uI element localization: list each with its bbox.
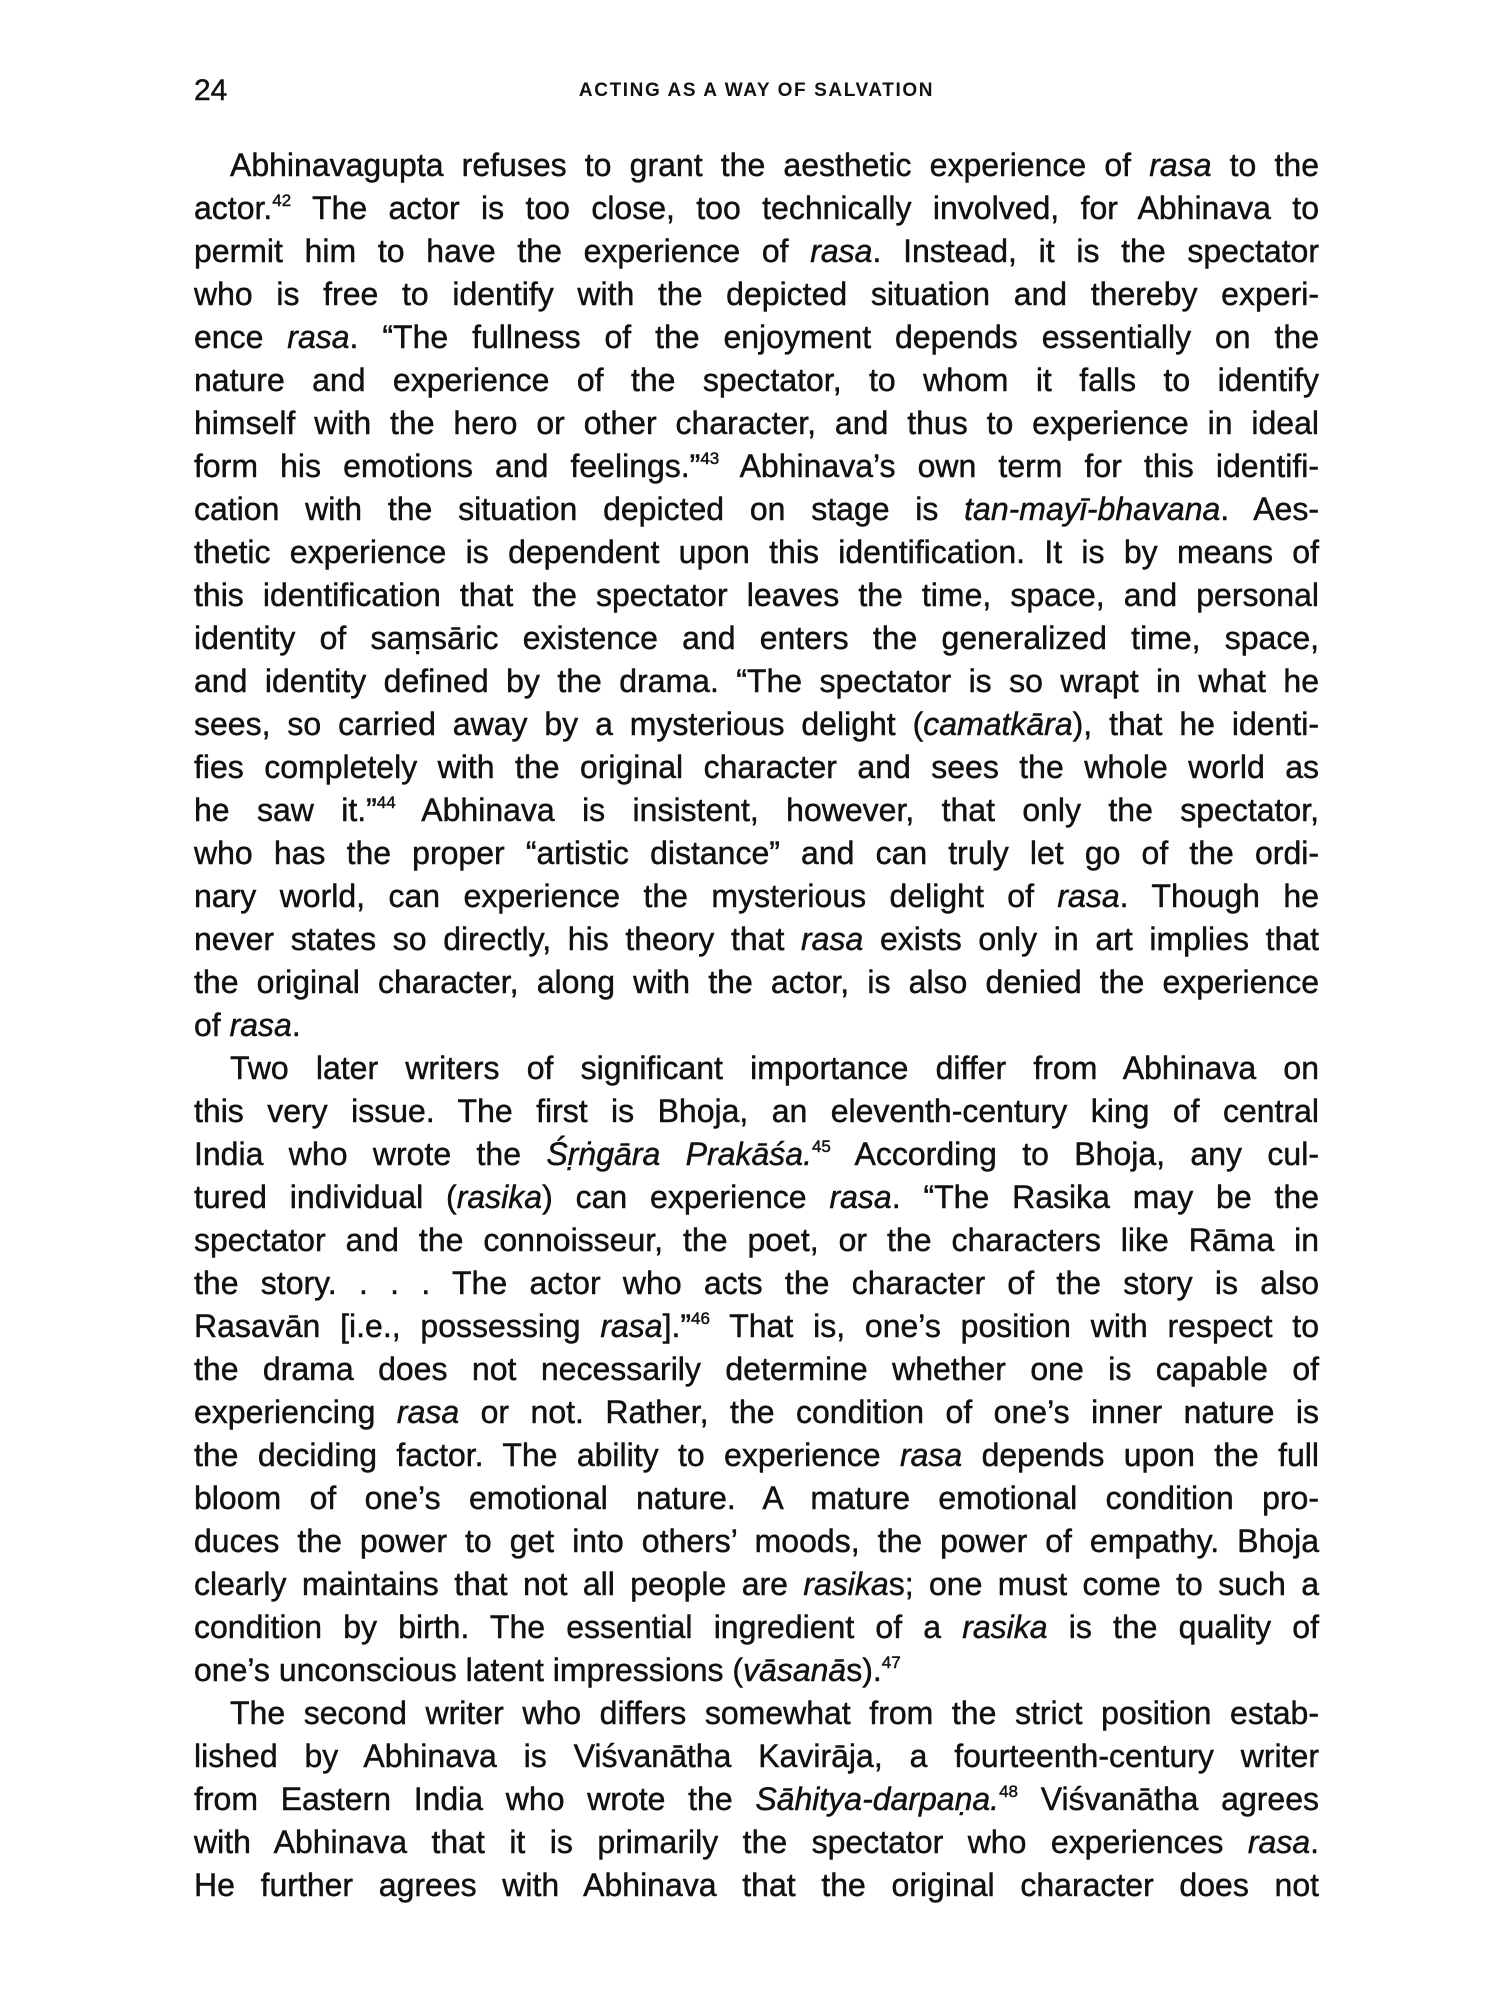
text-run: According to Bhoja, any cul- — [830, 1136, 1319, 1172]
italic-term: rasika — [456, 1179, 543, 1215]
text-run: who has the proper “artistic distance” and can truly let go of the ordi- — [194, 835, 1319, 871]
italic-term: rasika — [962, 1609, 1048, 1645]
text-run: experiencing — [194, 1394, 397, 1430]
footnote-ref: 48 — [999, 1782, 1018, 1801]
footnote-ref: 43 — [700, 449, 720, 468]
text-run: nature and experience of the spectator, to whom it falls to identify — [194, 362, 1319, 398]
text-run: lished by Abhinava is Viśvanātha Kavirāja, a fourteenth-century writer — [194, 1738, 1319, 1774]
text-line — [194, 1778, 1319, 1821]
text-line — [194, 660, 1319, 703]
text-line — [194, 1090, 1319, 1133]
text-run: ), that he identi- — [1072, 706, 1319, 742]
text-line — [194, 445, 1319, 488]
text-line — [194, 1520, 1319, 1563]
text-run: the original character, along with the actor, is also denied the experience — [194, 964, 1319, 1000]
text-run: with Abhinava that it is primarily the spectator who experiences — [194, 1824, 1248, 1860]
text-line — [194, 1563, 1319, 1606]
text-run: the drama does not necessarily determine whether one is capable of — [194, 1351, 1319, 1387]
text-line — [194, 703, 1319, 746]
text-run: spectator and the connoisseur, the poet, or the characters like Rāma in — [194, 1222, 1319, 1258]
text-line — [194, 617, 1319, 660]
text-line — [194, 1649, 1319, 1692]
footnote-ref: 46 — [691, 1309, 710, 1328]
text-line — [194, 746, 1319, 789]
text-run: Viśvanātha agrees — [1017, 1781, 1319, 1817]
footnote-ref: 47 — [881, 1653, 901, 1672]
text-run: Abhinava’s own term for this identifi- — [719, 448, 1319, 484]
text-run: The second writer who differs somewhat from the strict position estab- — [230, 1695, 1319, 1731]
text-line — [194, 918, 1319, 961]
text-run: permit him to have the experience of — [194, 233, 811, 269]
text-run: . Instead, it is the spectator — [872, 233, 1319, 269]
text-run: himself with the hero or other character, and thus to experience in ideal — [194, 405, 1319, 441]
text-run: thetic experience is dependent upon this identification. It is by means of — [194, 534, 1319, 570]
text-line — [194, 488, 1319, 531]
text-run: and identity defined by the drama. “The spectator is so wrapt in what he — [194, 663, 1319, 699]
text-run: clearly maintains that not all people are — [194, 1566, 804, 1602]
italic-term: rasa — [287, 319, 350, 355]
text-line — [194, 1305, 1319, 1348]
text-line — [194, 1864, 1319, 1907]
text-run: sees, so carried away by a mysterious delight ( — [194, 706, 924, 742]
italic-term: Sāhitya-darpaṇa. — [755, 1781, 1000, 1817]
text-run: Rasavān [i.e., possessing — [194, 1308, 601, 1344]
text-run: fies completely with the original character and sees the whole world as — [194, 749, 1319, 785]
text-line — [194, 1692, 1319, 1735]
text-line — [194, 1348, 1319, 1391]
text-line — [194, 1262, 1319, 1305]
text-run: this identification that the spectator leaves the time, space, and personal — [194, 577, 1319, 613]
text-line — [194, 574, 1319, 617]
text-run: The actor is too close, too technically involved, for Abhinava to — [291, 190, 1319, 226]
text-run: the deciding factor. The ability to experience — [194, 1437, 900, 1473]
text-run: duces the power to get into others’ moods, the power of empathy. Bhoja — [194, 1523, 1319, 1559]
text-run: . “The fullness of the enjoyment depends essentially on the — [349, 319, 1320, 355]
text-run: identity of saṃsāric existence and enters the generalized time, space, — [194, 620, 1319, 656]
text-run: . Aes- — [1220, 491, 1319, 527]
text-run: . — [1310, 1824, 1319, 1860]
text-run: form his emotions and feelings.” — [194, 448, 701, 484]
italic-term: rasa — [899, 1437, 963, 1473]
text-run: tured individual ( — [194, 1179, 457, 1215]
text-line — [194, 1047, 1319, 1090]
text-run: the story. . . . The actor who acts the character of the story is also — [194, 1265, 1319, 1301]
text-run: nary world, can experience the mysterious delight of — [194, 878, 1058, 914]
italic-term: rasika — [803, 1566, 889, 1602]
italic-term: rasa — [810, 233, 873, 269]
text-run: never states so directly, his theory that — [194, 921, 802, 957]
text-run: ].” — [662, 1308, 692, 1344]
text-run: . Though he — [1119, 878, 1319, 914]
text-line — [194, 273, 1319, 316]
text-line — [194, 875, 1319, 918]
text-run: ) can experience — [542, 1179, 830, 1215]
text-line — [194, 1735, 1319, 1778]
page-number: 24 — [194, 74, 228, 107]
italic-term: rasa — [801, 921, 864, 957]
italic-term: tan-mayī-bhavana — [964, 491, 1221, 527]
text-run: Two later writers of significant importance differ from Abhinava on — [230, 1050, 1319, 1086]
text-run: Abhinava is insistent, however, that only the spectator, — [395, 792, 1319, 828]
text-line — [194, 961, 1319, 1004]
text-line — [194, 144, 1319, 187]
text-line — [194, 1219, 1319, 1262]
text-run: actor. — [194, 190, 273, 226]
text-line — [194, 1391, 1319, 1434]
text-run: India who wrote the — [194, 1136, 547, 1172]
text-run: one’s unconscious latent impressions ( — [194, 1652, 744, 1688]
text-run: exists only in art implies that — [863, 921, 1319, 957]
text-line — [194, 832, 1319, 875]
text-run: of — [194, 1007, 230, 1043]
text-line — [194, 359, 1319, 402]
text-line — [194, 230, 1319, 273]
italic-term: vāsanā — [743, 1652, 847, 1688]
text-run: who is free to identify with the depicted situation and thereby experi- — [194, 276, 1319, 312]
text-run: bloom of one’s emotional nature. A mature emotional condition pro- — [194, 1480, 1319, 1516]
text-run: He further agrees with Abhinava that the original character does not — [194, 1867, 1319, 1903]
text-run: That is, one’s position with respect to — [709, 1308, 1319, 1344]
italic-term: rasa — [1149, 147, 1212, 183]
text-line — [194, 1133, 1319, 1176]
italic-term: rasa — [229, 1007, 292, 1043]
italic-term: rasa — [1247, 1824, 1311, 1860]
text-line — [194, 1004, 1319, 1047]
text-line — [194, 1434, 1319, 1477]
text-line — [194, 1176, 1319, 1219]
italic-term: rasa — [600, 1308, 663, 1344]
italic-term: rasa — [396, 1394, 460, 1430]
text-line — [194, 789, 1319, 832]
paragraph — [194, 144, 1319, 1047]
text-run: . “The Rasika may be the — [891, 1179, 1319, 1215]
text-run: ence — [194, 319, 288, 355]
footnote-ref: 44 — [376, 793, 396, 812]
paragraph — [194, 1047, 1319, 1692]
text-run: or not. Rather, the condition of one’s inner nature is — [459, 1394, 1319, 1430]
italic-term: rasa — [829, 1179, 892, 1215]
text-run: s). — [846, 1652, 882, 1688]
body-text — [194, 144, 1319, 1907]
text-run: this very issue. The first is Bhoja, an eleventh-century king of central — [194, 1093, 1319, 1129]
running-title: ACTING AS A WAY OF SALVATION — [578, 80, 935, 101]
text-line — [194, 402, 1319, 445]
text-line — [194, 531, 1319, 574]
text-line — [194, 1606, 1319, 1649]
text-run: Abhinavagupta refuses to grant the aesthetic experience of — [230, 147, 1150, 183]
text-run: to the — [1211, 147, 1319, 183]
footnote-ref: 45 — [811, 1137, 831, 1156]
text-run: condition by birth. The essential ingredient of a — [194, 1609, 963, 1645]
paragraph — [194, 1692, 1319, 1907]
text-run: from Eastern India who wrote the — [194, 1781, 756, 1817]
text-run: depends upon the full — [962, 1437, 1319, 1473]
italic-term: camatkāra — [923, 706, 1073, 742]
text-line — [194, 187, 1319, 230]
text-run: he saw it.” — [194, 792, 377, 828]
text-line — [194, 316, 1319, 359]
text-run: cation with the situation depicted on stage is — [194, 491, 965, 527]
text-run: s; one must come to such a — [888, 1566, 1319, 1602]
text-line — [194, 1477, 1319, 1520]
text-line — [194, 1821, 1319, 1864]
text-run: . — [291, 1007, 301, 1043]
italic-term: rasa — [1057, 878, 1120, 914]
italic-term: Śṛṅgāra Prakāśa. — [546, 1136, 812, 1172]
text-run: is the quality of — [1047, 1609, 1319, 1645]
footnote-ref: 42 — [272, 191, 292, 210]
